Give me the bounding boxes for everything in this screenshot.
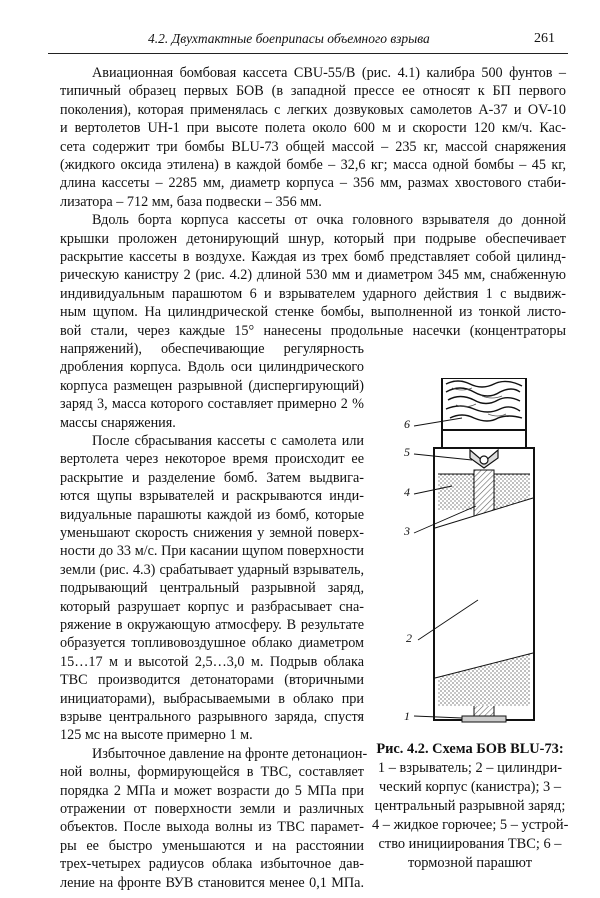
text-line: и вертолетов UH-1 при высоте полета около 600 м и скорости 120 км/ч. Кас- xyxy=(60,120,566,137)
text-line: ным щупом. На цилиндрической стенке бомбы, выполненной из тонкой листо- xyxy=(60,304,566,321)
text-line: ности до 33 м/с. При касании щупом поверхности xyxy=(60,543,364,560)
caption-line: 4 – жидкое горючее; 5 – устрой- xyxy=(372,817,569,833)
running-title: 4.2. Двухтактные боеприпасы объемного взрыва xyxy=(148,31,430,46)
text-line: корпуса размещен разрывной (диспергирующий) xyxy=(60,377,364,394)
text-line: который разрушает корпус и разбрасывает сна- xyxy=(60,598,364,615)
text-line: сета содержит три бомбы BLU-73 общей массой – 235 кг, массой снаряжения xyxy=(60,138,566,155)
caption-line: 1 – взрыватель; 2 – цилиндри- xyxy=(377,760,563,776)
text-line: лизатора – 712 мм, база подвески – 356 мм. xyxy=(60,193,322,210)
caption-title: Рис. 4.2. Схема БОВ BLU-73: xyxy=(376,741,564,757)
caption-line: ческий корпус (канистра); 3 – xyxy=(378,779,562,795)
text-line: типичный образец первых БОВ (в западной прессе ее относят к БП первого xyxy=(60,83,566,100)
blu73-diagram xyxy=(392,378,552,728)
caption-line: тормозной парашют xyxy=(407,855,533,871)
text-line: массы снаряжения. xyxy=(60,414,176,431)
text-line: заряд 3, масса которого составляет примерно 2 % xyxy=(60,396,364,413)
caption-line: центральный разрывной заряд; xyxy=(374,798,566,814)
text-line: уменьшают скорость снижения у земной поверх- xyxy=(60,525,364,541)
text-line: видуальные парашюты каждой из бомб, которые xyxy=(60,506,364,523)
text-line: инициаторами), выбрасываемыми в облако при xyxy=(60,690,364,707)
text-line: Избыточное давление на фронте детонацион- xyxy=(92,745,368,762)
text-line: ТВС производится детонаторами (вторичными xyxy=(60,672,364,689)
fuze xyxy=(462,716,506,722)
text-line: порядка 2 МПа и может возрасти до 5 МПа при xyxy=(60,782,364,799)
text-line: 15…17 м и высотой 2,5…3,0 м. Подрыв облака xyxy=(60,653,364,670)
text-line: вертолета через некоторое время происходит ее xyxy=(60,451,364,468)
text-line: поколения), которая применялась с легких дозвуковых самолетов А-37 и OV-10 xyxy=(60,101,566,118)
page-number: 261 xyxy=(534,31,555,46)
header-rule xyxy=(48,53,568,54)
text-line: индивидуальным парашютом 6 и взрывателем ударного действия 1 с выдвиж- xyxy=(60,285,566,302)
text-line: подрывающий центральный разрывной заряд, xyxy=(60,580,364,597)
text-line: Вдоль борта корпуса кассеты от очка головного взрывателя до донной xyxy=(92,212,566,229)
callout-2: 2 xyxy=(406,631,412,645)
text-line: объектов. После выхода волны из ТВС парамет- xyxy=(60,819,364,836)
text-line: раскрытие и разделение бомб. Затем выдвига- xyxy=(60,469,364,486)
text-line: вой стали, через каждые 15° нанесены продольные насечки (концентраторы xyxy=(60,322,566,339)
text-line: Авиационная бомбовая кассета CBU-55/B (рис. 4.1) калибра 500 фунтов – xyxy=(92,65,566,81)
text-line: (жидкого оксида этилена) в каждой бомбе – 32,6 кг; масса одной бомбы – 45 кг, xyxy=(60,157,566,173)
text-line: ры ее быстро уменьшаются и на расстоянии xyxy=(60,837,364,854)
callout-3: 3 xyxy=(404,524,410,538)
text-line: 125 мс на высоте примерно 1 м. xyxy=(60,727,253,744)
text-line: отражении от поверхности земли и различных xyxy=(60,801,364,817)
text-line: После сбрасывания кассеты с самолета или xyxy=(92,433,364,449)
callout-4: 4 xyxy=(404,485,410,499)
parachute-compartment xyxy=(442,378,526,448)
text-line: напряжений), обеспечивающие регулярность xyxy=(60,341,364,357)
text-line: образуется топливовоздушное облако диаметром xyxy=(60,635,364,652)
text-line: крышки проложен детонирующий шнур, который при подрыве обеспечивает xyxy=(60,230,566,247)
callout-1: 1 xyxy=(404,709,410,723)
text-line: земли (рис. 4.3) срабатывает ударный взрыватель, xyxy=(60,561,364,578)
callout-5: 5 xyxy=(404,445,410,459)
text-line: ются щупы взрывателей и раскрываются инди- xyxy=(60,488,364,505)
text-line: ление на фронте ВУВ становится менее 0,1 МПа. xyxy=(60,874,364,891)
text-line: взрыве центрального разрывного заряда, спустя xyxy=(60,709,364,725)
callout-6: 6 xyxy=(404,417,410,431)
text-line: трех-четырех радиусов облака избыточное дав- xyxy=(60,856,364,873)
text-line: длина кассеты – 2285 мм, диаметр корпуса – 356 мм, размах хвостового стаби- xyxy=(60,175,566,192)
text-line: ряжение в окружающую атмосферу. В результате xyxy=(60,617,364,633)
text-line: рическую канистру 2 (рис. 4.2) длиной 530 мм и диаметром 345 мм, снабженную xyxy=(60,267,566,284)
text-line: раскрытие кассеты в воздухе. Каждая из трех бомб представляет собой цилинд- xyxy=(60,249,566,265)
text-line: ной волны, формирующейся в ТВС, составляет xyxy=(60,764,364,781)
caption-line: ство инициирования ТВС; 6 – xyxy=(378,836,562,852)
text-line: дробления корпуса. Вдоль оси цилиндрического xyxy=(60,359,364,376)
